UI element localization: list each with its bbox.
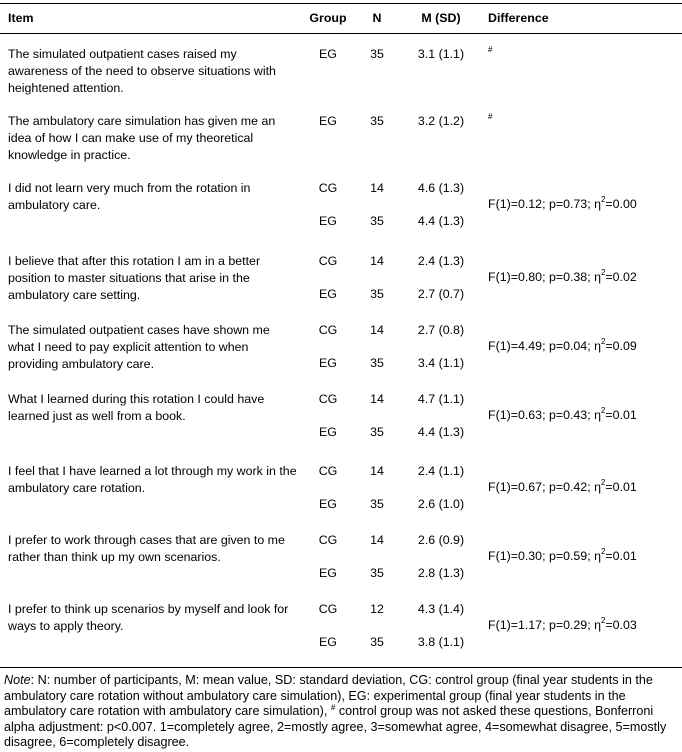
row-mean-sd: 2.6 (0.9) bbox=[417, 533, 465, 547]
note-hash: # bbox=[330, 703, 336, 712]
difference-exponent: 2 bbox=[600, 405, 606, 415]
row-group: CG bbox=[318, 602, 338, 616]
difference-exponent: 2 bbox=[600, 336, 606, 346]
header-n: N bbox=[372, 11, 382, 25]
difference-effect: =0.03 bbox=[605, 618, 637, 632]
row-difference bbox=[488, 196, 637, 213]
row-mean-sd: 4.3 (1.4) bbox=[417, 602, 465, 616]
header-group: Group bbox=[309, 11, 347, 25]
row-group: CG bbox=[318, 181, 338, 195]
note-label: Note bbox=[4, 673, 31, 687]
row-n: 35 bbox=[370, 47, 384, 61]
row-mean-sd: 2.7 (0.8) bbox=[417, 323, 465, 337]
row-difference bbox=[488, 479, 637, 496]
row-n: 35 bbox=[370, 497, 384, 511]
row-n: 35 bbox=[370, 635, 384, 649]
header-rule bbox=[0, 33, 682, 34]
row-mean-sd: 4.7 (1.1) bbox=[417, 392, 465, 406]
row-item-text: I prefer to work through cases that are given to me rather than think up my own scenarios. bbox=[8, 533, 285, 564]
row-item-text: I feel that I have learned a lot through my work in the ambulatory care rotation. bbox=[8, 464, 297, 495]
row-n: 35 bbox=[370, 566, 384, 580]
row-group: CG bbox=[318, 464, 338, 478]
difference-exponent: 2 bbox=[600, 615, 606, 625]
row-n: 35 bbox=[370, 114, 384, 128]
row-group: EG bbox=[319, 214, 337, 228]
row-mean-sd: 3.2 (1.2) bbox=[417, 114, 465, 128]
row-group: EG bbox=[319, 47, 337, 61]
row-difference bbox=[488, 548, 637, 565]
row-difference bbox=[488, 617, 637, 634]
difference-effect: =0.01 bbox=[605, 549, 637, 563]
row-n: 14 bbox=[370, 323, 384, 337]
row-group: CG bbox=[318, 533, 338, 547]
difference-exponent: 2 bbox=[600, 546, 606, 556]
row-item-text: The simulated outpatient cases have shown me what I need to pay explicit attention to when providing ambulatory care. bbox=[8, 323, 270, 371]
row-item-text: The simulated outpatient cases raised my awareness of the need to observe situations with heightened attention. bbox=[8, 47, 276, 95]
row-item-text: I did not learn very much from the rotation in ambulatory care. bbox=[8, 181, 251, 212]
row-group: EG bbox=[319, 356, 337, 370]
difference-exponent: 2 bbox=[600, 194, 606, 204]
difference-effect: =0.00 bbox=[605, 197, 637, 211]
row-group: EG bbox=[319, 425, 337, 439]
row-n: 35 bbox=[370, 214, 384, 228]
difference-stat: F(1)=1.17; p=0.29; η bbox=[488, 618, 601, 632]
row-n: 14 bbox=[370, 254, 384, 268]
row-item-text: The ambulatory care simulation has given me an idea of how I can make use of my theoretical knowledge in practice. bbox=[8, 114, 276, 162]
row-group: EG bbox=[319, 497, 337, 511]
top-rule bbox=[0, 3, 682, 4]
difference-stat: F(1)=0.30; p=0.59; η bbox=[488, 549, 601, 563]
hash-marker: # bbox=[488, 45, 493, 54]
row-mean-sd: 3.4 (1.1) bbox=[417, 356, 465, 370]
row-group: CG bbox=[318, 254, 338, 268]
difference-exponent: 2 bbox=[600, 477, 606, 487]
row-group: CG bbox=[318, 323, 338, 337]
row-mean-sd: 3.8 (1.1) bbox=[417, 635, 465, 649]
difference-effect: =0.01 bbox=[605, 408, 637, 422]
row-group: EG bbox=[319, 114, 337, 128]
header-item: Item bbox=[8, 11, 34, 25]
note-text-part1: : N: number of participants, M: mean value, SD: standard deviation, CG: control group (final year students in the ambulatory care rotation without ambulatory care simulation), EG: experimental group (final year students in the ambulatory care rotation with ambulatory care simulation), bbox=[4, 673, 653, 719]
difference-effect: =0.02 bbox=[605, 270, 637, 284]
row-n: 14 bbox=[370, 392, 384, 406]
difference-effect: =0.01 bbox=[605, 480, 637, 494]
difference-stat: F(1)=0.12; p=0.73; η bbox=[488, 197, 601, 211]
row-group: EG bbox=[319, 287, 337, 301]
row-n: 14 bbox=[370, 533, 384, 547]
hash-marker: # bbox=[488, 112, 493, 121]
row-n: 14 bbox=[370, 464, 384, 478]
note-text-part2: control group was not asked these questions, Bonferroni alpha adjustment: p<0.007. 1=completely agree, 2=mostly agree, 3=somewhat agree, 4=somewhat disagree, 5=mostly disagree, 6=completely disagree. bbox=[4, 704, 667, 750]
row-n: 12 bbox=[370, 602, 384, 616]
header-m-sd: M (SD) bbox=[421, 11, 461, 25]
difference-stat: F(1)=4.49; p=0.04; η bbox=[488, 339, 601, 353]
row-difference bbox=[488, 407, 637, 424]
row-difference bbox=[488, 269, 637, 286]
row-mean-sd: 2.7 (0.7) bbox=[417, 287, 465, 301]
row-mean-sd: 4.6 (1.3) bbox=[417, 181, 465, 195]
row-mean-sd: 2.8 (1.3) bbox=[417, 566, 465, 580]
bottom-rule bbox=[0, 667, 682, 668]
row-mean-sd: 4.4 (1.3) bbox=[417, 214, 465, 228]
row-n: 35 bbox=[370, 287, 384, 301]
row-mean-sd: 2.4 (1.1) bbox=[417, 464, 465, 478]
row-item-text: I believe that after this rotation I am in a better position to master situations that arise in the ambulatory care setting. bbox=[8, 254, 261, 302]
header-difference: Difference bbox=[488, 11, 549, 25]
row-group: EG bbox=[319, 635, 337, 649]
row-n: 14 bbox=[370, 181, 384, 195]
row-item-text: I prefer to think up scenarios by myself and look for ways to apply theory. bbox=[8, 602, 289, 633]
difference-exponent: 2 bbox=[600, 267, 606, 277]
row-mean-sd: 4.4 (1.3) bbox=[417, 425, 465, 439]
row-mean-sd: 2.4 (1.3) bbox=[417, 254, 465, 268]
row-difference bbox=[488, 46, 492, 64]
row-difference bbox=[488, 338, 637, 355]
row-difference bbox=[488, 113, 492, 131]
difference-stat: F(1)=0.63; p=0.43; η bbox=[488, 408, 601, 422]
difference-effect: =0.09 bbox=[605, 339, 637, 353]
difference-stat: F(1)=0.80; p=0.38; η bbox=[488, 270, 601, 284]
row-n: 35 bbox=[370, 425, 384, 439]
row-item-text: What I learned during this rotation I could have learned just as well from a book. bbox=[8, 392, 265, 423]
difference-stat: F(1)=0.67; p=0.42; η bbox=[488, 480, 601, 494]
row-n: 35 bbox=[370, 356, 384, 370]
table-note bbox=[4, 673, 680, 751]
row-group: CG bbox=[318, 392, 338, 406]
row-group: EG bbox=[319, 566, 337, 580]
row-mean-sd: 3.1 (1.1) bbox=[417, 47, 465, 61]
row-mean-sd: 2.6 (1.0) bbox=[417, 497, 465, 511]
